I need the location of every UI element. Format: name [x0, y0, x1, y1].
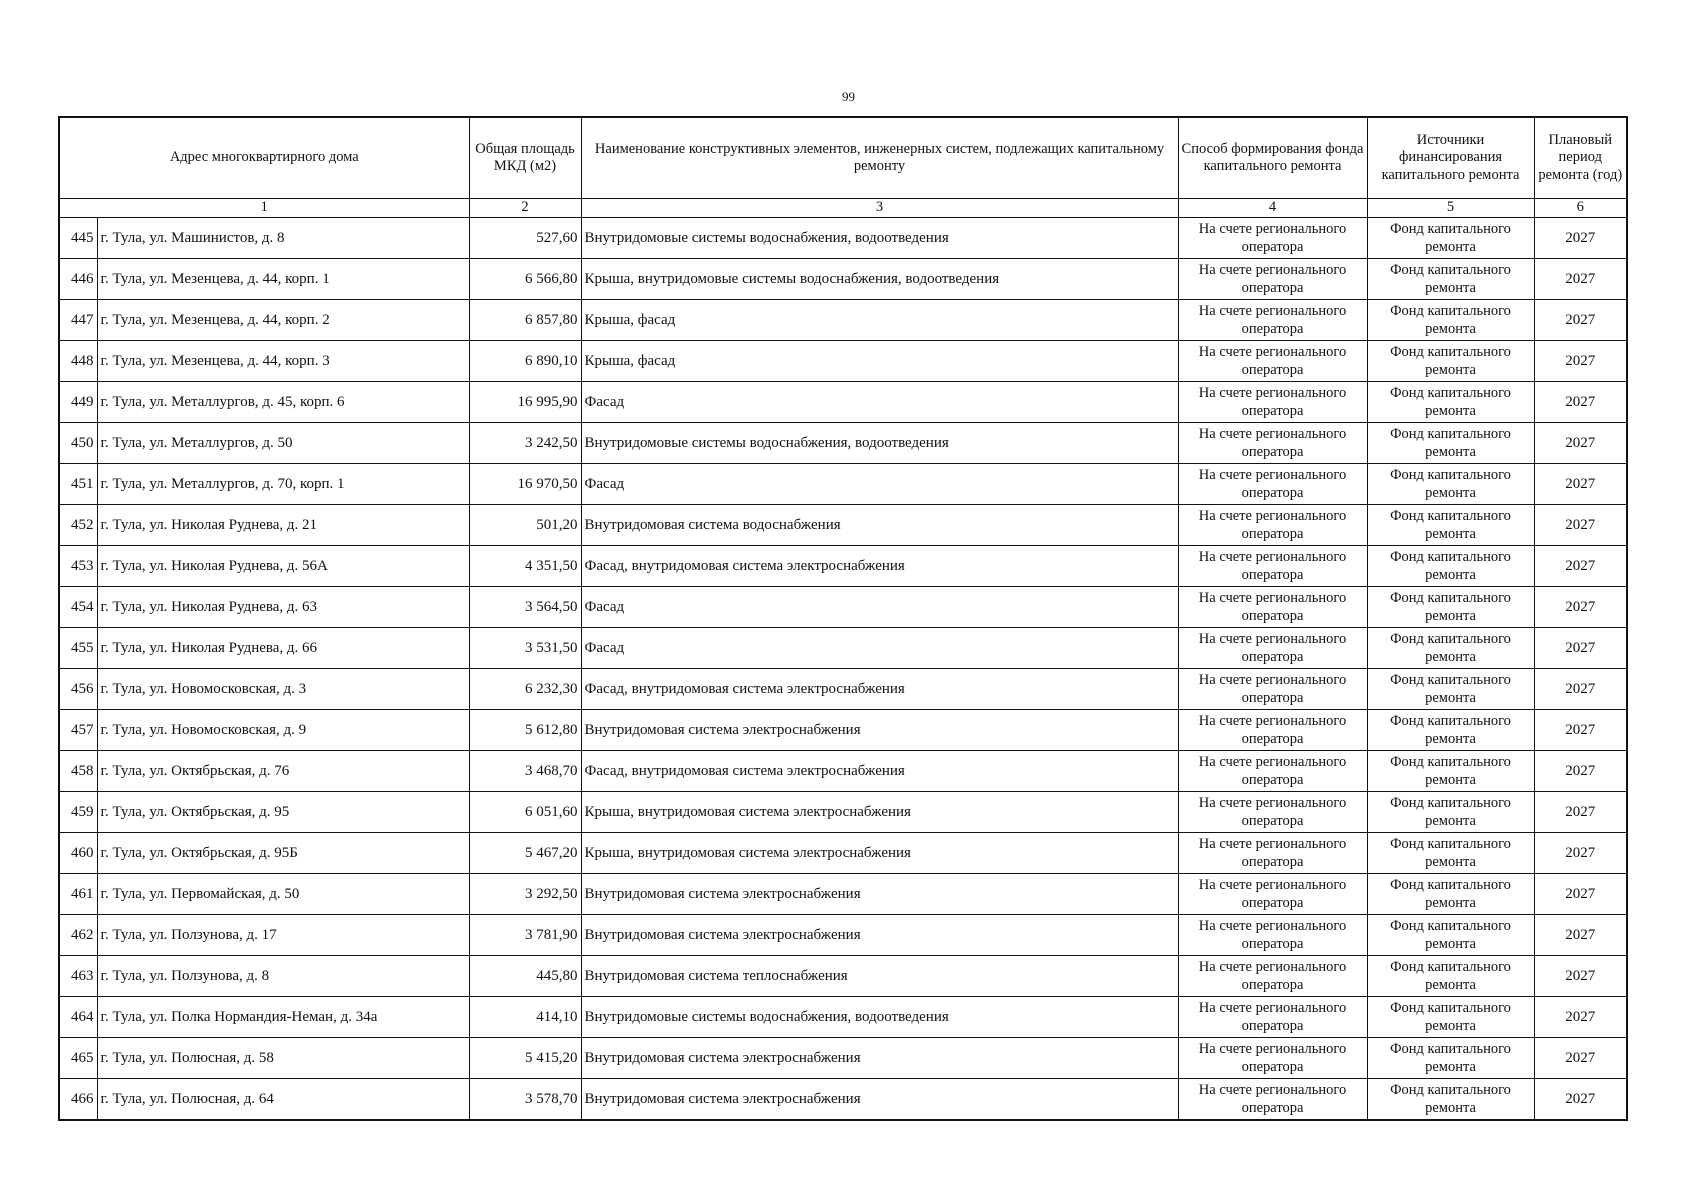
page-number: 99 [842, 89, 855, 104]
row-address: г. Тула, ул. Металлургов, д. 45, корп. 6 [97, 382, 469, 423]
row-funding-method: На счете регионального оператора [1178, 300, 1367, 341]
row-funding-source: Фонд капитального ремонта [1367, 546, 1534, 587]
header-address: Адрес многоквартирного дома [59, 117, 469, 199]
row-area: 6 232,30 [469, 669, 581, 710]
row-elements: Фасад, внутридомовая система электроснабжения [581, 546, 1178, 587]
capital-repair-table [58, 116, 1628, 1121]
row-funding-source: Фонд капитального ремонта [1367, 1079, 1534, 1121]
row-funding-method: На счете регионального оператора [1178, 669, 1367, 710]
row-funding-method: На счете регионального оператора [1178, 792, 1367, 833]
row-funding-source: Фонд капитального ремонта [1367, 259, 1534, 300]
table-row [59, 628, 1627, 669]
row-address: г. Тула, ул. Мезенцева, д. 44, корп. 1 [97, 259, 469, 300]
row-number: 454 [59, 587, 97, 628]
row-funding-source: Фонд капитального ремонта [1367, 628, 1534, 669]
table-body [59, 218, 1627, 1121]
row-planned-year: 2027 [1534, 1038, 1627, 1079]
row-elements: Крыша, внутридомовые системы водоснабжения, водоотведения [581, 259, 1178, 300]
row-funding-method: На счете регионального оператора [1178, 1079, 1367, 1121]
row-number: 458 [59, 751, 97, 792]
row-address: г. Тула, ул. Металлургов, д. 70, корп. 1 [97, 464, 469, 505]
table-row [59, 792, 1627, 833]
row-area: 527,60 [469, 218, 581, 259]
column-number: 2 [469, 199, 581, 218]
row-funding-source: Фонд капитального ремонта [1367, 792, 1534, 833]
row-area: 3 242,50 [469, 423, 581, 464]
row-elements: Крыша, фасад [581, 300, 1178, 341]
row-funding-source: Фонд капитального ремонта [1367, 587, 1534, 628]
row-planned-year: 2027 [1534, 587, 1627, 628]
row-area: 3 468,70 [469, 751, 581, 792]
row-address: г. Тула, ул. Новомосковская, д. 9 [97, 710, 469, 751]
row-number: 446 [59, 259, 97, 300]
table-row [59, 218, 1627, 259]
header-year: Плановый период ремонта (год) [1534, 117, 1627, 199]
row-elements: Крыша, внутридомовая система электроснабжения [581, 833, 1178, 874]
row-address: г. Тула, ул. Ползунова, д. 8 [97, 956, 469, 997]
table-row [59, 587, 1627, 628]
row-planned-year: 2027 [1534, 218, 1627, 259]
row-planned-year: 2027 [1534, 464, 1627, 505]
row-number: 455 [59, 628, 97, 669]
row-funding-method: На счете регионального оператора [1178, 505, 1367, 546]
row-area: 5 415,20 [469, 1038, 581, 1079]
row-address: г. Тула, ул. Металлургов, д. 50 [97, 423, 469, 464]
row-area: 16 970,50 [469, 464, 581, 505]
row-number: 451 [59, 464, 97, 505]
row-funding-source: Фонд капитального ремонта [1367, 997, 1534, 1038]
row-funding-source: Фонд капитального ремонта [1367, 423, 1534, 464]
row-funding-source: Фонд капитального ремонта [1367, 341, 1534, 382]
row-planned-year: 2027 [1534, 874, 1627, 915]
row-planned-year: 2027 [1534, 669, 1627, 710]
column-number: 3 [581, 199, 1178, 218]
row-funding-source: Фонд капитального ремонта [1367, 382, 1534, 423]
row-address: г. Тула, ул. Мезенцева, д. 44, корп. 3 [97, 341, 469, 382]
row-funding-source: Фонд капитального ремонта [1367, 874, 1534, 915]
row-number: 449 [59, 382, 97, 423]
table-row [59, 300, 1627, 341]
table-row [59, 505, 1627, 546]
row-planned-year: 2027 [1534, 505, 1627, 546]
row-funding-method: На счете регионального оператора [1178, 956, 1367, 997]
row-number: 462 [59, 915, 97, 956]
table-row [59, 1038, 1627, 1079]
row-elements: Внутридомовая система электроснабжения [581, 1038, 1178, 1079]
row-area: 16 995,90 [469, 382, 581, 423]
row-number: 463 [59, 956, 97, 997]
row-number: 452 [59, 505, 97, 546]
row-area: 3 292,50 [469, 874, 581, 915]
row-address: г. Тула, ул. Полка Нормандия-Неман, д. 34а [97, 997, 469, 1038]
table-row [59, 1079, 1627, 1121]
row-funding-method: На счете регионального оператора [1178, 341, 1367, 382]
row-elements: Внутридомовая система теплоснабжения [581, 956, 1178, 997]
row-planned-year: 2027 [1534, 423, 1627, 464]
row-planned-year: 2027 [1534, 546, 1627, 587]
table-row [59, 915, 1627, 956]
row-planned-year: 2027 [1534, 997, 1627, 1038]
row-funding-method: На счете регионального оператора [1178, 1038, 1367, 1079]
row-address: г. Тула, ул. Полюсная, д. 64 [97, 1079, 469, 1121]
row-funding-source: Фонд капитального ремонта [1367, 710, 1534, 751]
row-planned-year: 2027 [1534, 751, 1627, 792]
row-elements: Внутридомовая система электроснабжения [581, 915, 1178, 956]
row-elements: Внутридомовая система электроснабжения [581, 1079, 1178, 1121]
row-number: 465 [59, 1038, 97, 1079]
row-elements: Внутридомовая система электроснабжения [581, 710, 1178, 751]
table-row [59, 423, 1627, 464]
row-funding-source: Фонд капитального ремонта [1367, 915, 1534, 956]
row-planned-year: 2027 [1534, 382, 1627, 423]
table-row [59, 341, 1627, 382]
row-planned-year: 2027 [1534, 259, 1627, 300]
table-row [59, 956, 1627, 997]
row-elements: Фасад, внутридомовая система электроснабжения [581, 751, 1178, 792]
row-planned-year: 2027 [1534, 915, 1627, 956]
row-elements: Внутридомовые системы водоснабжения, водоотведения [581, 218, 1178, 259]
row-address: г. Тула, ул. Первомайская, д. 50 [97, 874, 469, 915]
row-address: г. Тула, ул. Машинистов, д. 8 [97, 218, 469, 259]
row-funding-source: Фонд капитального ремонта [1367, 1038, 1534, 1079]
row-area: 3 781,90 [469, 915, 581, 956]
row-number: 460 [59, 833, 97, 874]
row-elements: Фасад [581, 628, 1178, 669]
row-area: 445,80 [469, 956, 581, 997]
row-planned-year: 2027 [1534, 792, 1627, 833]
row-number: 456 [59, 669, 97, 710]
row-funding-method: На счете регионального оператора [1178, 382, 1367, 423]
row-funding-method: На счете регионального оператора [1178, 833, 1367, 874]
table-row [59, 833, 1627, 874]
header-source: Источники финансирования капитального ремонта [1367, 117, 1534, 199]
row-area: 501,20 [469, 505, 581, 546]
row-funding-source: Фонд капитального ремонта [1367, 218, 1534, 259]
column-number: 1 [59, 199, 469, 218]
column-number: 6 [1534, 199, 1627, 218]
row-area: 4 351,50 [469, 546, 581, 587]
row-elements: Крыша, внутридомовая система электроснабжения [581, 792, 1178, 833]
row-number: 466 [59, 1079, 97, 1121]
row-funding-method: На счете регионального оператора [1178, 259, 1367, 300]
column-number: 5 [1367, 199, 1534, 218]
header-method: Способ формирования фонда капитального ремонта [1178, 117, 1367, 199]
row-funding-source: Фонд капитального ремонта [1367, 751, 1534, 792]
row-funding-source: Фонд капитального ремонта [1367, 669, 1534, 710]
table-row [59, 464, 1627, 505]
row-planned-year: 2027 [1534, 628, 1627, 669]
row-funding-source: Фонд капитального ремонта [1367, 505, 1534, 546]
row-address: г. Тула, ул. Октябрьская, д. 76 [97, 751, 469, 792]
row-planned-year: 2027 [1534, 300, 1627, 341]
row-funding-method: На счете регионального оператора [1178, 218, 1367, 259]
row-planned-year: 2027 [1534, 710, 1627, 751]
row-funding-method: На счете регионального оператора [1178, 915, 1367, 956]
row-address: г. Тула, ул. Октябрьская, д. 95Б [97, 833, 469, 874]
row-number: 445 [59, 218, 97, 259]
row-address: г. Тула, ул. Николая Руднева, д. 56А [97, 546, 469, 587]
row-area: 5 467,20 [469, 833, 581, 874]
row-planned-year: 2027 [1534, 341, 1627, 382]
row-elements: Фасад [581, 382, 1178, 423]
row-area: 6 566,80 [469, 259, 581, 300]
row-funding-method: На счете регионального оператора [1178, 751, 1367, 792]
row-area: 3 531,50 [469, 628, 581, 669]
row-funding-method: На счете регионального оператора [1178, 464, 1367, 505]
row-number: 450 [59, 423, 97, 464]
row-address: г. Тула, ул. Ползунова, д. 17 [97, 915, 469, 956]
header-area: Общая площадь МКД (м2) [469, 117, 581, 199]
table-row [59, 874, 1627, 915]
header-row [59, 117, 1627, 199]
row-number: 447 [59, 300, 97, 341]
row-elements: Фасад [581, 464, 1178, 505]
row-area: 414,10 [469, 997, 581, 1038]
row-number: 461 [59, 874, 97, 915]
row-number: 464 [59, 997, 97, 1038]
row-number: 448 [59, 341, 97, 382]
row-area: 3 564,50 [469, 587, 581, 628]
row-funding-method: На счете регионального оператора [1178, 546, 1367, 587]
row-funding-source: Фонд капитального ремонта [1367, 300, 1534, 341]
row-address: г. Тула, ул. Октябрьская, д. 95 [97, 792, 469, 833]
row-address: г. Тула, ул. Полюсная, д. 58 [97, 1038, 469, 1079]
table-row [59, 751, 1627, 792]
column-numbers-row [59, 199, 1627, 218]
row-address: г. Тула, ул. Николая Руднева, д. 63 [97, 587, 469, 628]
row-elements: Внутридомовые системы водоснабжения, водоотведения [581, 997, 1178, 1038]
row-planned-year: 2027 [1534, 1079, 1627, 1121]
row-area: 6 890,10 [469, 341, 581, 382]
row-funding-source: Фонд капитального ремонта [1367, 833, 1534, 874]
table-row [59, 259, 1627, 300]
row-area: 6 051,60 [469, 792, 581, 833]
row-funding-method: На счете регионального оператора [1178, 874, 1367, 915]
row-number: 457 [59, 710, 97, 751]
row-funding-method: На счете регионального оператора [1178, 587, 1367, 628]
table-row [59, 669, 1627, 710]
table-row [59, 546, 1627, 587]
row-address: г. Тула, ул. Мезенцева, д. 44, корп. 2 [97, 300, 469, 341]
row-elements: Фасад [581, 587, 1178, 628]
row-funding-source: Фонд капитального ремонта [1367, 464, 1534, 505]
row-address: г. Тула, ул. Николая Руднева, д. 66 [97, 628, 469, 669]
row-address: г. Тула, ул. Николая Руднева, д. 21 [97, 505, 469, 546]
row-area: 3 578,70 [469, 1079, 581, 1121]
row-funding-source: Фонд капитального ремонта [1367, 956, 1534, 997]
table-row [59, 710, 1627, 751]
row-elements: Внутридомовая система водоснабжения [581, 505, 1178, 546]
row-area: 6 857,80 [469, 300, 581, 341]
row-elements: Внутридомовые системы водоснабжения, водоотведения [581, 423, 1178, 464]
table-row [59, 997, 1627, 1038]
column-number: 4 [1178, 199, 1367, 218]
header-elements: Наименование конструктивных элементов, инженерных систем, подлежащих капитальному ремонту [581, 117, 1178, 199]
row-funding-method: На счете регионального оператора [1178, 997, 1367, 1038]
row-funding-method: На счете регионального оператора [1178, 710, 1367, 751]
row-elements: Внутридомовая система электроснабжения [581, 874, 1178, 915]
table-header [59, 117, 1627, 218]
row-elements: Фасад, внутридомовая система электроснабжения [581, 669, 1178, 710]
row-planned-year: 2027 [1534, 956, 1627, 997]
row-planned-year: 2027 [1534, 833, 1627, 874]
row-elements: Крыша, фасад [581, 341, 1178, 382]
row-funding-method: На счете регионального оператора [1178, 423, 1367, 464]
row-area: 5 612,80 [469, 710, 581, 751]
row-address: г. Тула, ул. Новомосковская, д. 3 [97, 669, 469, 710]
row-number: 453 [59, 546, 97, 587]
table-row [59, 382, 1627, 423]
row-funding-method: На счете регионального оператора [1178, 628, 1367, 669]
row-number: 459 [59, 792, 97, 833]
